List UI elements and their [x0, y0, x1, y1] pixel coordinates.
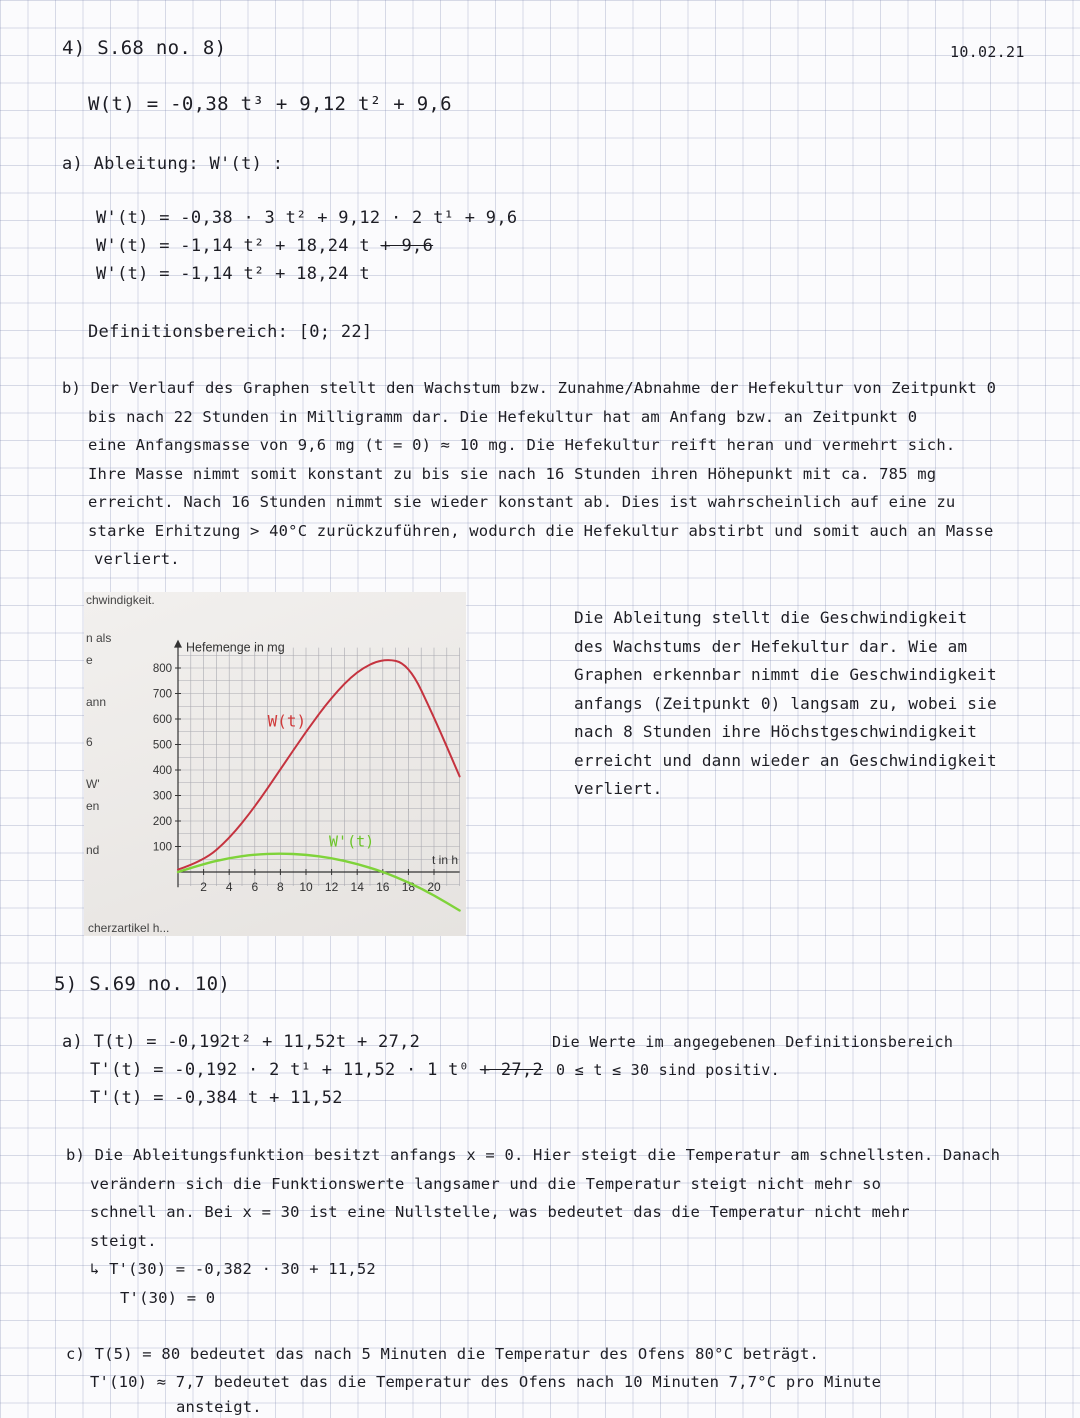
photo-margin-text: e	[86, 653, 93, 667]
task4-b-line: erreicht. Nach 16 Stunden nimmt sie wieder konstant ab. Dies ist wahrscheinlich auf eine zu	[88, 493, 956, 511]
photo-margin-text: chwindigkeit.	[86, 593, 155, 607]
chart-note-line: erreicht und dann wieder an Geschwindigkeit	[574, 750, 997, 770]
task4-function: W(t) = -0,38 t³ + 9,12 t² + 9,6	[88, 93, 452, 115]
task5-a-note1: Die Werte im angegebenen Definitionsbereich	[552, 1033, 954, 1051]
task4-a-domain: Definitionsbereich: [0; 22]	[88, 322, 373, 342]
photo-margin-text: 6	[86, 735, 93, 749]
task5-b-line: ↳ T'(30) = -0,382 · 30 + 11,52	[90, 1260, 376, 1278]
task4-a-line2-struck: + 9,6	[380, 236, 434, 256]
task5-heading: 5) S.69 no. 10)	[54, 973, 231, 995]
chart-note-line: Die Ableitung stellt die Geschwindigkeit	[574, 608, 968, 627]
date: 10.02.21	[950, 43, 1025, 61]
y-tick-label: 300	[152, 790, 172, 803]
task4-a-line2	[96, 232, 433, 260]
task4-b-line: starke Erhitzung > 40°C zurückzuführen, wodurch die Hefekultur abstirbt und somit auch an Masse	[88, 521, 994, 540]
task5-a-line2-struck: + 27,2	[479, 1060, 544, 1080]
task5-b-line: b) Die Ableitungsfunktion besitzt anfangs x = 0. Hier steigt die Temperatur am schnellsten. Danach	[66, 1146, 1001, 1164]
task4-b-line: bis nach 22 Stunden in Milligramm dar. Die Hefekultur hat am Anfang bzw. an Zeitpunkt 0	[88, 407, 918, 426]
x-tick-label: 8	[277, 880, 284, 894]
y-tick-label: 500	[152, 739, 172, 752]
task5-c-line: c) T(5) = 80 bedeutet das nach 5 Minuten die Temperatur des Ofens 80°C beträgt.	[66, 1345, 820, 1363]
task5-a-line1: a) T(t) = -0,192t² + 11,52t + 27,2	[62, 1032, 421, 1052]
task4-b-line: Ihre Masse nimmt somit konstant zu bis sie nach 16 Stunden ihren Höhepunkt mit ca. 785 mg	[88, 464, 937, 483]
chart-note-line: des Wachstums der Hefekultur dar. Wie am	[574, 636, 968, 656]
chart-note	[574, 604, 997, 804]
task4-a-heading: a) Ableitung: W'(t) :	[62, 154, 284, 174]
y-tick-label: 100	[152, 841, 172, 854]
task5-b-line: steigt.	[90, 1231, 157, 1250]
task5-c-line: ansteigt.	[176, 1397, 262, 1416]
y-axis-label: Hefemenge in mg	[186, 640, 285, 655]
y-tick-label: 200	[152, 816, 172, 828]
chart-note-line: Graphen erkennbar nimmt die Geschwindigkeit	[574, 665, 997, 684]
task4-b-line: b) Der Verlauf des Graphen stellt den Wachstum bzw. Zunahme/Abnahme der Hefekultur von Zeitpunkt 0	[62, 379, 997, 397]
chart-note-line: anfangs (Zeitpunkt 0) langsam zu, wobei sie	[574, 693, 997, 713]
x-tick-label: 14	[350, 880, 364, 894]
photo-margin-text: ann	[86, 695, 107, 709]
textbook-photo	[84, 592, 466, 936]
task4-heading: 4) S.68 no. 8)	[62, 37, 227, 59]
photo-margin-text: en	[86, 799, 100, 813]
task5-b-line: T'(30) = 0	[120, 1288, 216, 1307]
x-tick-label: 10	[299, 880, 313, 894]
photo-margin-text: n als	[86, 631, 112, 645]
x-tick-label: 12	[324, 880, 339, 894]
w-curve-label: W(t)	[267, 711, 307, 731]
task5-a-note2: 0 ≤ t ≤ 30 sind positiv.	[556, 1061, 780, 1079]
task4-b-paragraph	[62, 374, 996, 574]
y-tick-label: 800	[152, 663, 172, 675]
photo-margin-text: cherzartikel h...	[88, 921, 170, 935]
y-tick-label: 400	[152, 765, 172, 777]
task4-a-line3: W'(t) = -1,14 t² + 18,24 t	[96, 264, 370, 284]
y-tick-label: 700	[152, 688, 172, 701]
task5-b-line: schnell an. Bei x = 30 ist eine Nullstelle, was bedeutet das die Temperatur nicht mehr	[90, 1203, 910, 1221]
x-tick-label: 2	[200, 880, 207, 894]
task5-b-paragraph	[66, 1141, 1000, 1312]
task5-b-line: verändern sich die Funktionswerte langsamer und die Temperatur steigt nicht mehr so	[90, 1174, 882, 1193]
task4-b-line: verliert.	[94, 550, 180, 568]
task5-c-paragraph	[66, 1340, 881, 1418]
w-prime-curve-label: W'(t)	[329, 832, 375, 851]
yeast-growth-chart	[84, 592, 466, 936]
chart-note-line: verliert.	[574, 779, 663, 798]
x-tick-label: 16	[376, 880, 390, 894]
x-tick-label: 20	[427, 880, 441, 894]
task5-a-line3: T'(t) = -0,384 t + 11,52	[90, 1088, 343, 1108]
x-tick-label: 4	[225, 880, 233, 894]
task5-a-line2	[90, 1056, 543, 1084]
photo-margin-text: nd	[86, 843, 100, 857]
chart-note-line: nach 8 Stunden ihre Höchstgeschwindigkeit	[574, 722, 978, 741]
task5-c-line: T'(10) ≈ 7,7 bedeutet das die Temperatur des Ofens nach 10 Minuten 7,7°C pro Minute	[90, 1372, 882, 1391]
task4-a-line2-main: W'(t) = -1,14 t² + 18,24 t	[96, 236, 370, 256]
x-axis-label: t in h	[432, 853, 459, 867]
x-tick-label: 18	[401, 880, 416, 894]
photo-margin-text: W'	[86, 777, 100, 791]
y-axis-arrow	[174, 640, 182, 648]
task4-b-line: eine Anfangsmasse von 9,6 mg (t = 0) ≈ 10 mg. Die Hefekultur reift heran und vermehrt sich.	[88, 436, 956, 454]
y-tick-label: 600	[152, 714, 172, 726]
task4-a-line1: W'(t) = -0,38 · 3 t² + 9,12 · 2 t¹ + 9,6	[96, 208, 518, 228]
x-tick-label: 6	[251, 880, 259, 894]
task5-a-line2-main: T'(t) = -0,192 · 2 t¹ + 11,52 · 1 t⁰	[90, 1060, 470, 1080]
